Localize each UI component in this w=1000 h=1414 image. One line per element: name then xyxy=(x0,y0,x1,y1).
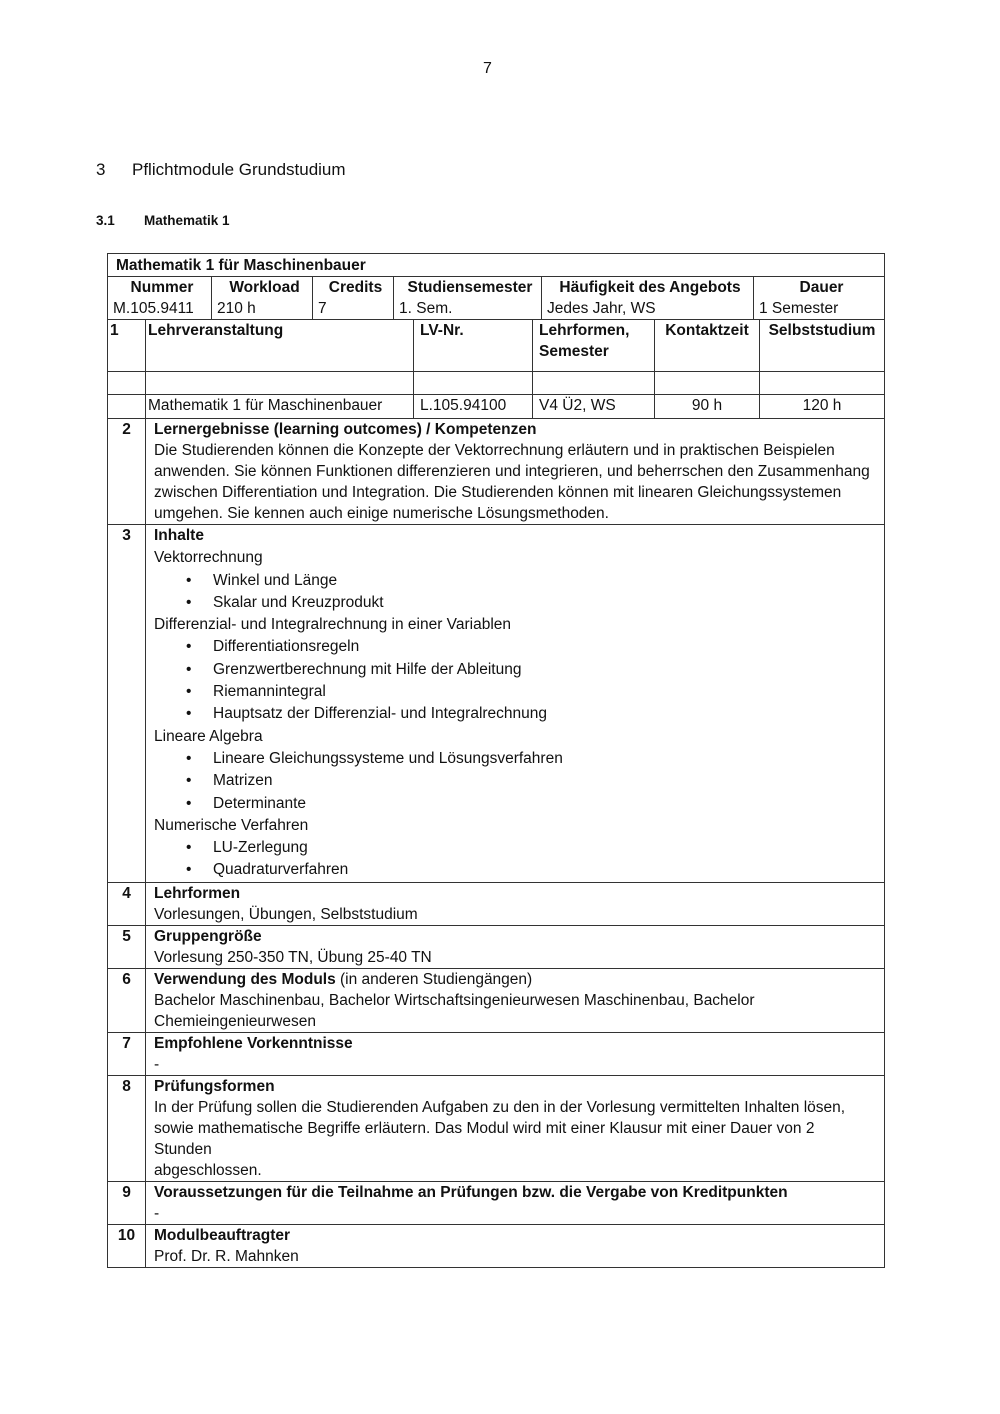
module-table xyxy=(107,253,885,1268)
text-line: abgeschlossen. xyxy=(154,1161,262,1179)
section-lernergebnisse xyxy=(108,419,884,525)
lv-data-row xyxy=(108,395,884,419)
section-modulbeauftragter xyxy=(108,1225,884,1267)
bullet-item: • Matrizen xyxy=(154,770,876,792)
text-line: sowie mathematische Begriffe erläutern. Das Modul wird mit einer Klausur mit einer Dauer von 2 Stunden xyxy=(154,1119,815,1158)
lv-spacer-row xyxy=(108,372,884,395)
content-group-heading: Numerische Verfahren xyxy=(154,816,309,834)
meta-value: 7 xyxy=(318,300,327,317)
meta-value: Jedes Jahr, WS xyxy=(547,300,656,317)
text-line: umgehen. Sie kennen auch einige numerische Lösungsmethoden. xyxy=(154,505,609,522)
meta-workload xyxy=(212,277,313,319)
meta-header: Nummer xyxy=(130,279,194,296)
lv-header-lehrveranstaltung: Lehrveranstaltung xyxy=(146,320,414,371)
content-group-heading: Lineare Algebra xyxy=(154,727,263,745)
chapter-heading xyxy=(96,160,346,180)
lv-selbststudium: 120 h xyxy=(802,397,842,414)
meta-credits xyxy=(313,277,394,319)
lv-lehrformen: V4 Ü2, WS xyxy=(533,395,655,418)
section-lehrformen xyxy=(108,883,884,926)
section-vorkenntnisse xyxy=(108,1033,884,1076)
row-number: 4 xyxy=(108,883,146,925)
module-meta-row xyxy=(108,277,884,320)
lv-header-lvnr: LV-Nr. xyxy=(414,320,533,371)
lv-header-lehrformen: Lehrformen, Semester xyxy=(533,320,655,371)
text-line: zwischen Differentiation und Integration. Die Studierenden können mit linearen Gleichungssystemen xyxy=(154,484,842,501)
text-line: Prof. Dr. R. Mahnken xyxy=(154,1247,299,1265)
lv-header-row xyxy=(108,320,884,372)
meta-value: 1 Semester xyxy=(759,300,839,317)
row-title: Modulbeauftragter xyxy=(154,1226,291,1244)
bullet-item: • Grenzwertberechnung mit Hilfe der Ableitung xyxy=(154,659,876,681)
meta-value: 210 h xyxy=(217,300,256,317)
row-title: Empfohlene Vorkenntnisse xyxy=(154,1034,353,1052)
text-line: - xyxy=(154,1055,160,1073)
lv-kontaktzeit: 90 h xyxy=(655,395,760,418)
row-number: 2 xyxy=(108,419,146,524)
text-line: Vorlesungen, Übungen, Selbststudium xyxy=(154,905,418,923)
section-pruefungsformen xyxy=(108,1076,884,1182)
meta-studiensemester xyxy=(394,277,542,319)
row-title-text: Verwendung des Moduls xyxy=(154,970,336,988)
text-line: Die Studierenden können die Konzepte der Vektorrechnung erläutern und in praktischen Beispielen xyxy=(154,442,835,459)
lv-spacer-cell xyxy=(760,372,884,394)
content-group-heading: Differenzial- und Integralrechnung in einer Variablen xyxy=(154,616,512,634)
lv-header-kontaktzeit: Kontaktzeit xyxy=(655,320,760,371)
meta-haeufigkeit xyxy=(542,277,754,319)
row-title: Voraussetzungen für die Teilnahme an Prüfungen bzw. die Vergabe von Kreditpunkten xyxy=(154,1183,788,1201)
section-verwendung xyxy=(108,969,884,1033)
lv-name: Mathematik 1 für Maschinenbauer xyxy=(146,395,414,418)
module-title: Mathematik 1 für Maschinenbauer xyxy=(108,254,884,277)
bullet-item: • Determinante xyxy=(154,793,876,815)
lv-spacer-cell xyxy=(414,372,533,394)
lv-empty-cell xyxy=(108,395,146,418)
bullet-item: • Hauptsatz der Differenzial- und Integralrechnung xyxy=(154,703,876,725)
meta-value: 1. Sem. xyxy=(399,300,453,317)
meta-dauer xyxy=(754,277,884,319)
lv-number: L.105.94100 xyxy=(414,395,533,418)
lv-spacer-cell xyxy=(655,372,760,394)
bullet-item: • Quadraturverfahren xyxy=(154,859,876,881)
section-heading xyxy=(96,213,230,228)
meta-header: Workload xyxy=(229,279,300,296)
bullet-item: • Riemannintegral xyxy=(154,681,876,703)
bullet-item: • LU-Zerlegung xyxy=(154,837,876,859)
meta-nummer xyxy=(108,277,212,319)
row-title xyxy=(154,969,876,990)
chapter-title: Pflichtmodule Grundstudium xyxy=(132,160,346,179)
section-inhalte xyxy=(108,525,884,883)
row-title-suffix: (in anderen Studiengängen) xyxy=(335,970,533,988)
page-number: 7 xyxy=(483,60,492,77)
section-number: 3.1 xyxy=(96,213,115,228)
meta-header: Dauer xyxy=(799,279,844,296)
meta-value: M.105.9411 xyxy=(113,300,194,317)
row-title: Inhalte xyxy=(154,527,204,544)
row-number: 8 xyxy=(108,1076,146,1181)
bullet-item: • Skalar und Kreuzprodukt xyxy=(154,592,876,614)
meta-header: Häufigkeit des Angebots xyxy=(559,279,741,296)
section-voraussetzungen xyxy=(108,1182,884,1225)
text-line: anwenden. Sie können Funktionen differenzieren und integrieren, und beherrschen den Zusammenhang xyxy=(154,463,870,480)
text-line: In der Prüfung sollen die Studierenden Aufgaben zu den in der Vorlesung vermittelten Inhalten lösen, xyxy=(154,1098,846,1116)
row-number: 7 xyxy=(108,1033,146,1075)
row-title: Lehrformen xyxy=(154,884,241,902)
row-number: 6 xyxy=(108,969,146,1032)
text-line: Bachelor Maschinenbau, Bachelor Wirtschaftsingenieurwesen Maschinenbau, Bachelor xyxy=(154,991,755,1009)
lv-header-number: 1 xyxy=(108,320,146,371)
row-number: 10 xyxy=(108,1225,146,1267)
text-line: Vorlesung 250-350 TN, Übung 25-40 TN xyxy=(154,948,432,966)
text-line: - xyxy=(154,1204,160,1222)
row-title: Lernergebnisse (learning outcomes) / Kompetenzen xyxy=(154,421,537,438)
bullet-item: • Differentiationsregeln xyxy=(154,636,876,658)
chapter-number: 3 xyxy=(96,160,106,179)
lv-spacer-cell xyxy=(146,372,414,394)
row-number: 3 xyxy=(108,525,146,882)
text-line: Chemieingenieurwesen xyxy=(154,1012,316,1030)
row-number: 5 xyxy=(108,926,146,968)
row-title: Gruppengröße xyxy=(154,927,262,945)
row-number: 9 xyxy=(108,1182,146,1224)
bullet-item: • Winkel und Länge xyxy=(154,570,876,592)
lv-spacer-cell xyxy=(108,372,146,394)
row-title: Prüfungsformen xyxy=(154,1077,275,1095)
section-title: Mathematik 1 xyxy=(144,213,230,228)
meta-header: Studiensemester xyxy=(407,279,533,296)
section-gruppengroesse xyxy=(108,926,884,969)
meta-header: Credits xyxy=(328,279,383,296)
lv-spacer-cell xyxy=(533,372,655,394)
lv-header-selbststudium: Selbststudium xyxy=(768,322,876,339)
content-group-heading: Vektorrechnung xyxy=(154,549,263,567)
bullet-item: • Lineare Gleichungssysteme und Lösungsverfahren xyxy=(154,748,876,770)
